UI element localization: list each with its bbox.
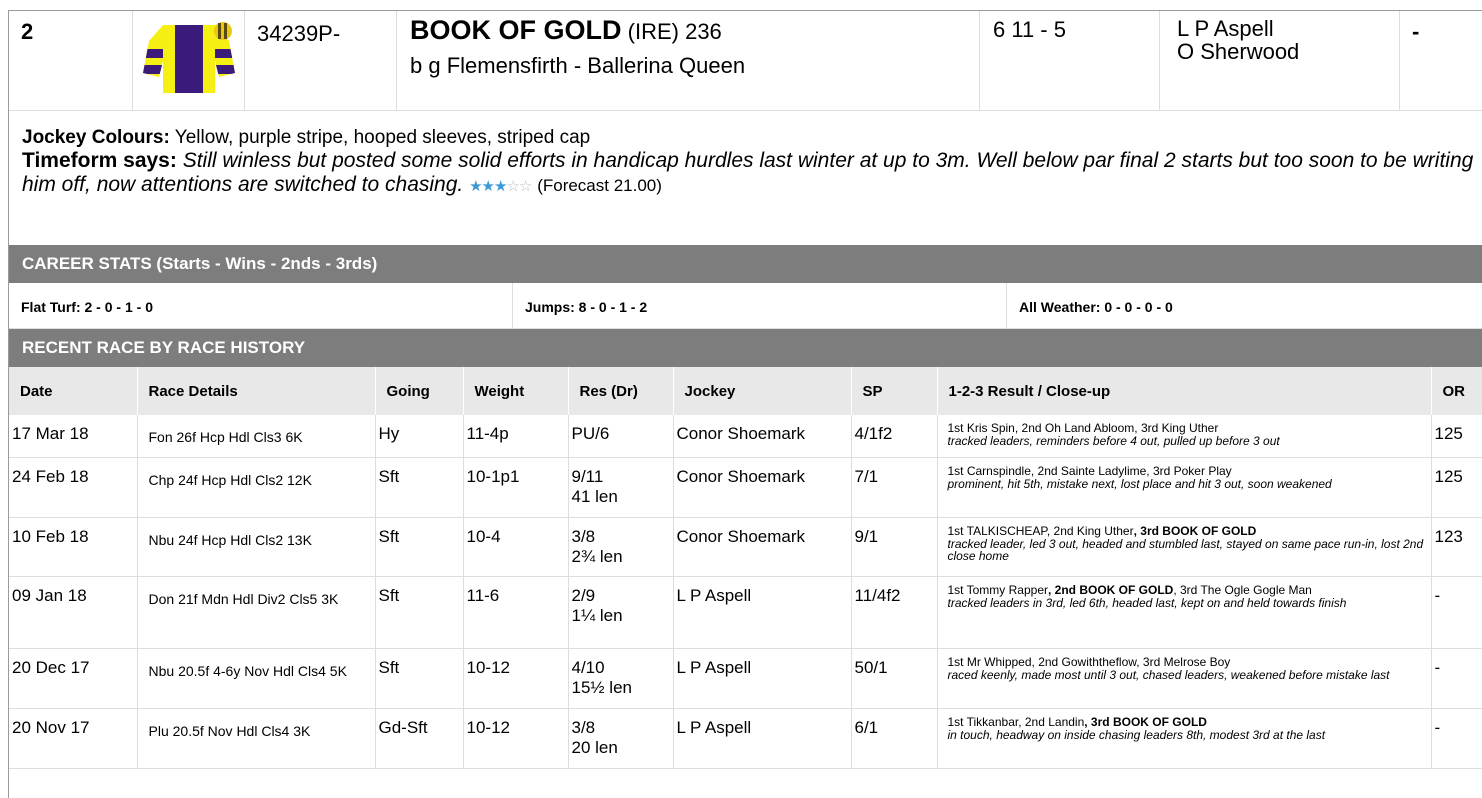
race-going: Hy: [375, 415, 463, 457]
race-closeup: 1st Tikkanbar, 2nd Landin, 3rd BOOK OF GOLD in touch, headway on inside chasing leaders 8th, modest 3rd at the last: [937, 708, 1431, 768]
race-details[interactable]: Plu 20.5f Nov Hdl Cls4 3K: [137, 708, 375, 768]
horse-cell: [397, 11, 980, 110]
jockey-trainer: [1160, 11, 1400, 110]
flat-stats: Flat Turf: 2 - 0 - 1 - 0: [9, 283, 513, 328]
race-jockey[interactable]: Conor Shoemark: [673, 517, 851, 576]
rating-stars-icon: ★★★☆☆: [469, 178, 532, 195]
horse-name[interactable]: BOOK OF GOLD: [410, 15, 622, 45]
race-date: 20 Dec 17: [9, 648, 137, 708]
race-result: 3/8 2¾ len: [568, 517, 673, 576]
race-closeup: 1st Kris Spin, 2nd Oh Land Abloom, 3rd King Uther tracked leaders, reminders before 4 out, pulled up before 3 out: [937, 415, 1431, 457]
race-going: Sft: [375, 576, 463, 648]
race-sp: 4/1f2: [851, 415, 937, 457]
race-result: PU/6: [568, 415, 673, 457]
race-details[interactable]: Nbu 20.5f 4-6y Nov Hdl Cls4 5K: [137, 648, 375, 708]
timeform-text: Still winless but posted some solid efforts in handicap hurdles last winter at up to 3m. Well below par final 2 starts but too soon to be writing him off, now attentions are switched to chasing.: [22, 149, 1474, 196]
race-jockey[interactable]: Conor Shoemark: [673, 415, 851, 457]
col-weight: Weight: [463, 367, 568, 415]
history-header: RECENT RACE BY RACE HISTORY: [9, 329, 1482, 367]
table-row[interactable]: [9, 415, 1482, 457]
col-sp: SP: [851, 367, 937, 415]
table-row[interactable]: [9, 457, 1482, 517]
odds-placeholder: -: [1412, 19, 1420, 44]
runner-number: 2: [9, 11, 133, 110]
col-date: Date: [9, 367, 137, 415]
race-result: 4/10 15½ len: [568, 648, 673, 708]
horse-rating: 236: [685, 19, 722, 44]
col-or: OR: [1431, 367, 1482, 415]
jumps-stats: Jumps: 8 - 0 - 1 - 2: [513, 283, 1007, 328]
race-going: Sft: [375, 648, 463, 708]
race-details[interactable]: Nbu 24f Hcp Hdl Cls2 13K: [137, 517, 375, 576]
race-or: 125: [1431, 415, 1482, 457]
race-date: 09 Jan 18: [9, 576, 137, 648]
colours-text: Yellow, purple stripe, hooped sleeves, striped cap: [174, 127, 591, 148]
career-stats-header: CAREER STATS (Starts - Wins - 2nds - 3rds): [9, 245, 1482, 283]
race-sp: 6/1: [851, 708, 937, 768]
race-going: Sft: [375, 517, 463, 576]
race-closeup: 1st Tommy Rapper, 2nd BOOK OF GOLD, 3rd The Ogle Gogle Man tracked leaders in 3rd, led 6th, headed last, kept on and held towards finish: [937, 576, 1431, 648]
race-jockey[interactable]: Conor Shoemark: [673, 457, 851, 517]
race-or: 123: [1431, 517, 1482, 576]
runner-card: [8, 10, 1482, 798]
race-details[interactable]: Chp 24f Hcp Hdl Cls2 12K: [137, 457, 375, 517]
runner-header: [9, 11, 1482, 111]
table-row[interactable]: [9, 648, 1482, 708]
race-date: 20 Nov 17: [9, 708, 137, 768]
aw-stats: All Weather: 0 - 0 - 0 - 0: [1019, 299, 1173, 315]
race-weight: 11-6: [463, 576, 568, 648]
race-jockey[interactable]: L P Aspell: [673, 576, 851, 648]
horse-country: (IRE): [627, 19, 679, 44]
race-details[interactable]: Don 21f Mdn Hdl Div2 Cls5 3K: [137, 576, 375, 648]
race-result: 9/11 41 len: [568, 457, 673, 517]
table-row[interactable]: [9, 517, 1482, 576]
race-result: 2/9 1¼ len: [568, 576, 673, 648]
col-jockey: Jockey: [673, 367, 851, 415]
race-weight: 11-4p: [463, 415, 568, 457]
race-or: -: [1431, 576, 1482, 648]
trainer-name[interactable]: O Sherwood: [1177, 39, 1300, 64]
race-sp: 9/1: [851, 517, 937, 576]
race-sp: 11/4f2: [851, 576, 937, 648]
col-res: Res (Dr): [568, 367, 673, 415]
history-header-row: [9, 367, 1482, 415]
race-or: -: [1431, 648, 1482, 708]
race-closeup: 1st Mr Whipped, 2nd Gowiththeflow, 3rd Melrose Boy raced keenly, made most until 3 out, chased leaders, weakened before mistake last: [937, 648, 1431, 708]
race-date: 10 Feb 18: [9, 517, 137, 576]
form-figures: 34239P-: [245, 11, 397, 110]
race-result: 3/8 20 len: [568, 708, 673, 768]
career-stats: [9, 283, 1482, 329]
colours-label: Jockey Colours:: [22, 127, 170, 148]
race-date: 17 Mar 18: [9, 415, 137, 457]
runner-info: [9, 111, 1482, 245]
history-table: [9, 367, 1482, 769]
timeform-label: Timeform says:: [22, 149, 177, 172]
race-or: -: [1431, 708, 1482, 768]
race-weight: 10-4: [463, 517, 568, 576]
race-date: 24 Feb 18: [9, 457, 137, 517]
col-going: Going: [375, 367, 463, 415]
table-row[interactable]: [9, 576, 1482, 648]
horse-breeding: b g Flemensfirth - Ballerina Queen: [410, 53, 746, 78]
race-closeup: 1st Carnspindle, 2nd Sainte Ladylime, 3rd Poker Play prominent, hit 5th, mistake next, lost place and hit 3 out, soon weakened: [937, 457, 1431, 517]
race-weight: 10-12: [463, 708, 568, 768]
col-result: 1-2-3 Result / Close-up: [937, 367, 1431, 415]
jockey-silk-icon: [133, 11, 245, 110]
race-jockey[interactable]: L P Aspell: [673, 648, 851, 708]
age-weight: 6 11 - 5: [980, 11, 1160, 110]
race-closeup: 1st TALKISCHEAP, 2nd King Uther, 3rd BOOK OF GOLD tracked leader, led 3 out, headed and stumbled last, stayed on same pace run-in, lost 2nd close home: [937, 517, 1431, 576]
race-sp: 7/1: [851, 457, 937, 517]
race-or: 125: [1431, 457, 1482, 517]
jockey-name[interactable]: L P Aspell: [1177, 16, 1274, 41]
race-weight: 10-1p1: [463, 457, 568, 517]
forecast: (Forecast 21.00): [537, 176, 662, 195]
race-going: Sft: [375, 457, 463, 517]
race-weight: 10-12: [463, 648, 568, 708]
table-row[interactable]: [9, 708, 1482, 768]
race-sp: 50/1: [851, 648, 937, 708]
race-jockey[interactable]: L P Aspell: [673, 708, 851, 768]
race-details[interactable]: Fon 26f Hcp Hdl Cls3 6K: [137, 415, 375, 457]
race-going: Gd-Sft: [375, 708, 463, 768]
col-race: Race Details: [137, 367, 375, 415]
